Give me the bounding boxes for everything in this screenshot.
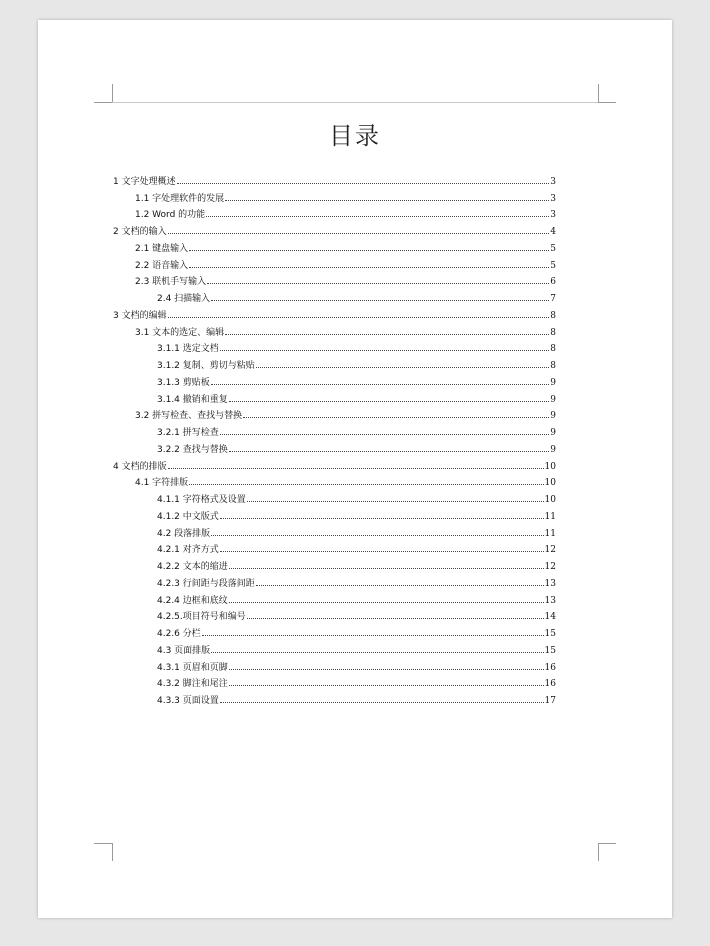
toc-entry[interactable] <box>113 287 556 304</box>
toc-entry-label: 3.1.4 撤销和重复 <box>157 394 228 405</box>
toc-page-number: 10 <box>544 461 556 472</box>
toc-entry-label: 2.4 扫描输入 <box>157 294 211 304</box>
toc-entry-label: 3.1.3 剪贴板 <box>157 377 210 388</box>
toc-entry[interactable] <box>113 505 556 522</box>
toc-entry[interactable] <box>113 656 556 673</box>
toc-page-number: 12 <box>544 545 556 556</box>
toc-entry[interactable] <box>113 271 556 288</box>
toc-dot-leader <box>189 267 549 268</box>
toc-dot-leader <box>220 350 550 351</box>
toc-entry-label: 2.3 联机手写输入 <box>135 277 207 288</box>
toc-entry-label: 1 文字处理概述 <box>113 176 176 187</box>
toc-entry-label: 4.3.2 脚注和尾注 <box>157 679 228 690</box>
toc-page-number: 14 <box>544 612 556 623</box>
toc-entry-label: 4.2.4 边框和底纹 <box>157 595 228 606</box>
toc-dot-leader <box>168 468 544 469</box>
toc-entry[interactable] <box>113 354 556 371</box>
toc-entry[interactable] <box>113 338 556 355</box>
toc-page-number: 15 <box>544 629 556 639</box>
toc-page-number: 8 <box>550 344 556 355</box>
toc-entry-label: 4.3 页面排版 <box>157 645 211 656</box>
table-of-contents <box>113 170 556 706</box>
toc-page-number: 16 <box>544 679 556 690</box>
toc-entry[interactable] <box>113 170 556 187</box>
toc-dot-leader <box>229 669 544 670</box>
toc-entry[interactable] <box>113 606 556 623</box>
toc-page-number: 5 <box>550 260 556 271</box>
toc-page-number: 5 <box>550 243 556 254</box>
toc-dot-leader <box>225 200 549 201</box>
toc-dot-leader <box>229 602 544 603</box>
toc-entry[interactable] <box>113 220 556 237</box>
toc-dot-leader <box>229 401 550 402</box>
toc-page-number: 13 <box>544 578 556 589</box>
toc-entry[interactable] <box>113 254 556 271</box>
toc-entry-label: 3.1 文本的选定、编辑 <box>135 327 225 338</box>
toc-entry[interactable] <box>113 488 556 505</box>
toc-entry-label: 4 文档的排版 <box>113 461 167 472</box>
toc-entry[interactable] <box>113 371 556 388</box>
toc-dot-leader <box>168 233 550 234</box>
toc-entry[interactable] <box>113 673 556 690</box>
toc-entry[interactable] <box>113 187 556 204</box>
toc-entry[interactable] <box>113 589 556 606</box>
toc-dot-leader <box>247 618 544 619</box>
toc-dot-leader <box>220 551 544 552</box>
toc-entry[interactable] <box>113 472 556 489</box>
header-guide-line <box>112 102 598 103</box>
toc-dot-leader <box>256 367 550 368</box>
toc-entry-label: 4.2.5.项目符号和编号 <box>157 612 246 623</box>
toc-dot-leader <box>220 434 550 435</box>
toc-page-number: 4 <box>550 227 556 237</box>
toc-entry[interactable] <box>113 455 556 472</box>
toc-dot-leader <box>168 317 550 318</box>
toc-page-number: 9 <box>550 394 556 405</box>
toc-page-number: 11 <box>544 511 556 522</box>
toc-entry-label: 2.1 键盘输入 <box>135 243 189 254</box>
toc-dot-leader <box>225 334 549 335</box>
toc-page-number: 16 <box>544 662 556 673</box>
toc-dot-leader <box>202 635 544 636</box>
toc-dot-leader <box>177 183 550 184</box>
toc-page-number: 3 <box>550 210 556 221</box>
toc-entry-label: 4.2.3 行间距与段落间距 <box>157 578 255 589</box>
toc-entry-label: 4.2.2 文本的缩进 <box>157 562 228 572</box>
toc-title: 目录 <box>329 122 381 150</box>
toc-page-number: 7 <box>550 294 556 304</box>
toc-entry-label: 2 文档的输入 <box>113 227 167 237</box>
toc-dot-leader <box>211 535 543 536</box>
toc-dot-leader <box>211 300 549 301</box>
toc-dot-leader <box>189 250 549 251</box>
toc-entry-label: 4.2.1 对齐方式 <box>157 545 219 556</box>
toc-entry[interactable] <box>113 639 556 656</box>
toc-page-number: 12 <box>544 562 556 572</box>
toc-page-number: 10 <box>544 495 556 505</box>
toc-page-number: 8 <box>550 310 556 321</box>
toc-dot-leader <box>247 501 544 502</box>
toc-page-number: 6 <box>550 277 556 288</box>
toc-entry[interactable] <box>113 421 556 438</box>
toc-dot-leader <box>211 384 550 385</box>
toc-page-number: 9 <box>550 444 556 455</box>
toc-entry[interactable] <box>113 204 556 221</box>
toc-entry-label: 4.3.3 页面设置 <box>157 696 219 706</box>
toc-dot-leader <box>189 484 543 485</box>
toc-page-number: 8 <box>550 361 556 371</box>
toc-entry[interactable] <box>113 622 556 639</box>
toc-entry[interactable] <box>113 304 556 321</box>
toc-entry-label: 3.2.1 拼写检查 <box>157 428 219 438</box>
toc-dot-leader <box>229 685 544 686</box>
toc-entry-label: 4.1 字符排版 <box>135 478 189 489</box>
toc-entry-label: 3 文档的编辑 <box>113 310 167 321</box>
toc-entry[interactable] <box>113 405 556 422</box>
toc-page-number: 10 <box>544 478 556 489</box>
toc-entry[interactable] <box>113 522 556 539</box>
toc-entry[interactable] <box>113 539 556 556</box>
toc-entry-label: 4.2 段落排版 <box>157 528 211 539</box>
toc-page-number: 13 <box>544 595 556 606</box>
toc-entry-label: 2.2 语音输入 <box>135 260 189 271</box>
toc-entry[interactable] <box>113 572 556 589</box>
toc-entry[interactable] <box>113 555 556 572</box>
toc-dot-leader <box>229 451 550 452</box>
toc-entry-label: 3.2 拼写检查、查找与替换 <box>135 411 243 422</box>
toc-page-number: 11 <box>544 528 556 539</box>
toc-entry[interactable] <box>113 689 556 706</box>
toc-entry-label: 4.3.1 页眉和页脚 <box>157 662 228 673</box>
toc-dot-leader <box>211 652 543 653</box>
toc-page-number: 9 <box>550 428 556 438</box>
toc-dot-leader <box>206 216 549 217</box>
toc-entry-label: 3.1.1 选定文档 <box>157 344 219 355</box>
toc-dot-leader <box>220 518 544 519</box>
toc-page-number: 15 <box>544 645 556 656</box>
toc-page-number: 17 <box>544 696 556 706</box>
toc-page-number: 9 <box>550 377 556 388</box>
toc-page-number: 8 <box>550 327 556 338</box>
toc-entry-label: 1.2 Word 的功能 <box>135 210 206 221</box>
toc-entry[interactable] <box>113 321 556 338</box>
toc-dot-leader <box>207 283 549 284</box>
toc-entry[interactable] <box>113 388 556 405</box>
document-page <box>38 20 672 918</box>
toc-dot-leader <box>220 702 544 703</box>
toc-dot-leader <box>256 585 544 586</box>
toc-page-number: 3 <box>550 176 556 187</box>
toc-entry-label: 3.2.2 查找与替换 <box>157 444 228 455</box>
toc-page-number: 9 <box>550 411 556 422</box>
toc-entry[interactable] <box>113 438 556 455</box>
toc-page-number: 3 <box>550 193 556 204</box>
toc-entry-label: 4.1.1 字符格式及设置 <box>157 495 246 505</box>
toc-entry[interactable] <box>113 237 556 254</box>
toc-entry-label: 3.1.2 复制、剪切与粘贴 <box>157 361 255 371</box>
toc-dot-leader <box>243 417 549 418</box>
toc-entry-label: 1.1 字处理软件的发展 <box>135 193 225 204</box>
toc-dot-leader <box>229 568 544 569</box>
toc-entry-label: 4.2.6 分栏 <box>157 629 201 639</box>
toc-entry-label: 4.1.2 中文版式 <box>157 511 219 522</box>
